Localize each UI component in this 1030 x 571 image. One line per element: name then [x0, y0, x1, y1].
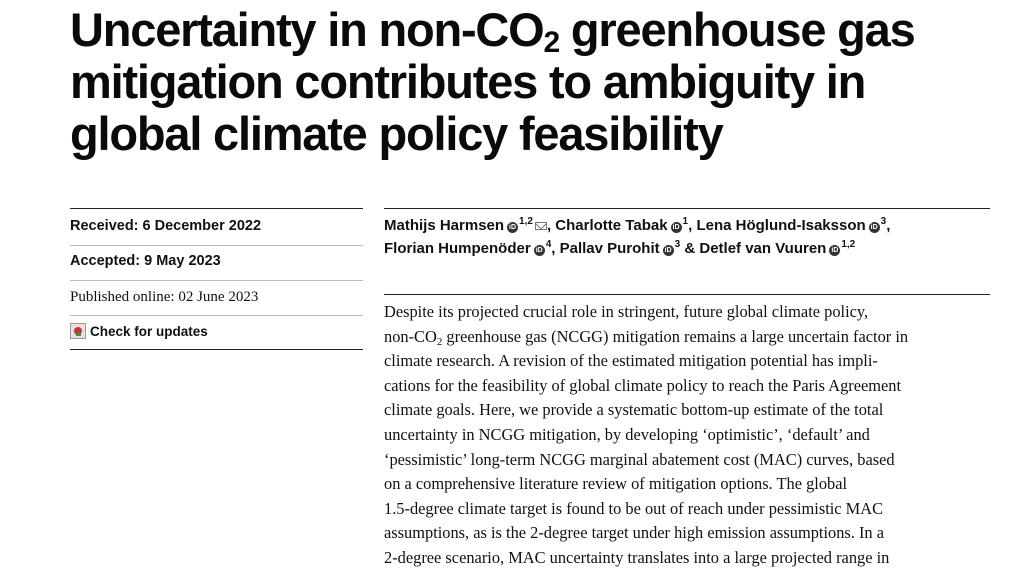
right-top-rule	[384, 208, 990, 209]
check-for-updates-link[interactable]	[70, 323, 208, 339]
author[interactable]: Mathijs Harmsen iD$^{1,2}$	[384, 217, 547, 234]
author[interactable]: Lena Höglund-Isaksson iD$^3$	[696, 216, 887, 234]
abstract-line: climate research. A revision of the estimated mitigation potential has impli-	[384, 351, 878, 371]
divider	[70, 280, 363, 281]
orcid-icon[interactable]: iD	[535, 247, 543, 254]
abstract-line: on a comprehensive literature review of mitigation options. The global	[384, 474, 848, 494]
received-date: Received: 6 December 2022	[70, 218, 262, 234]
abstract-line: Despite its projected crucial role in stringent, future global climate policy,	[384, 302, 869, 321]
orcid-icon[interactable]: iD	[831, 247, 839, 254]
author[interactable]: Charlotte Tabak iD$^1$	[555, 216, 689, 234]
abstract	[384, 300, 968, 571]
article-title	[70, 4, 970, 160]
abstract-line: uncertainty in NCGG mitigation, by developing ‘optimistic’, ‘default’ and	[384, 424, 870, 444]
divider	[70, 245, 363, 246]
author-list: Mathijs Harmsen iD$^{1,2}$ , Charlotte Tabak iD$^1$, Lena Höglund-Isaksson iD$^3$, Florian Humpenöder iD$^4$, Pallav Purohit iD$^3$ & Detlef van Vuuren iD$^{1,2}$	[384, 216, 891, 257]
orcid-icon[interactable]: iD	[870, 224, 878, 231]
title-line-1: Uncertainty in non-$CO_2$ greenhouse gas	[70, 3, 915, 59]
abstract-line: non-$CO_2$ greenhouse gas (NCGG) mitigation remains a large uncertain factor in	[384, 326, 909, 348]
orcid-icon[interactable]: iD	[509, 224, 517, 231]
title-line-2: mitigation contributes to ambiguity in	[70, 55, 866, 108]
abstract-line: cations for the feasibility of global climate policy to reach the Paris Agreement	[384, 375, 902, 395]
abstract-line: ‘pessimistic’ long-term NCGG marginal abatement cost (MAC) curves, based	[384, 449, 895, 469]
abstract-line: assumptions, as is the 2-degree target under high emission assumptions. In a	[384, 523, 884, 543]
published-date: Published online: 02 June 2023	[70, 289, 259, 305]
crossmark-icon	[70, 323, 86, 339]
left-top-rule	[70, 208, 363, 209]
abstract-rule	[384, 294, 990, 295]
abstract-line: climate goals. Here, we provide a systematic bottom-up estimate of the total	[384, 400, 884, 420]
author[interactable]: Pallav Purohit iD$^3$	[559, 239, 681, 257]
email-icon[interactable]	[535, 222, 547, 230]
accepted-date: Accepted: 9 May 2023	[70, 253, 221, 269]
check-for-updates-label: Check for updates	[90, 323, 208, 339]
divider	[70, 349, 363, 350]
author[interactable]: Florian Humpenöder iD$^4$	[384, 239, 552, 257]
divider	[70, 315, 363, 316]
title-line-3: global climate policy feasibility	[70, 107, 723, 160]
abstract-line: 2-degree scenario, MAC uncertainty translates into a large projected range in	[384, 547, 890, 567]
orcid-icon[interactable]: iD	[672, 224, 680, 231]
abstract-line: 1.5-degree climate target is found to be out of reach under pessimistic MAC	[384, 498, 884, 518]
author[interactable]: Detlef van Vuuren iD$^{1,2}$	[699, 239, 856, 257]
orcid-icon[interactable]: iD	[664, 247, 672, 254]
